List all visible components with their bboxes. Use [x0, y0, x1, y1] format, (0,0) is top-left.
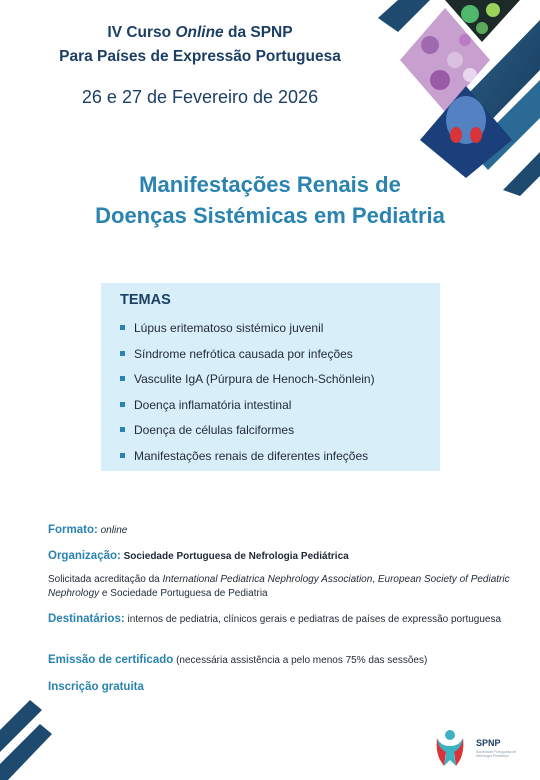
bullet-icon [120, 325, 125, 330]
registration-info [48, 680, 518, 695]
course-edition-heading: IV Curso Online da SPNP [107, 24, 293, 41]
bullet-icon [120, 351, 125, 356]
topic-item: Doença inflamatória intestinal [120, 398, 375, 424]
certificate-info [48, 653, 518, 668]
bullet-icon [120, 427, 125, 432]
organization-info [48, 549, 518, 564]
spnp-logo-subtitle: Sociedade Portuguesa de Nefrologia Pediátrica [476, 750, 517, 758]
topics-heading: TEMAS [120, 292, 171, 308]
spnp-logo-icon [434, 728, 466, 768]
topic-item: Lúpus eritematoso sistémico juvenil [120, 321, 375, 347]
topics-box [101, 283, 440, 471]
bullet-icon [120, 376, 125, 381]
format-value: online [100, 525, 128, 536]
course-date: 26 e 27 de Fevereiro de 2026 [81, 87, 319, 107]
topic-item: Manifestações renais de diferentes infeções [120, 449, 375, 475]
course-title-line-1: Manifestações Renais de [139, 172, 401, 197]
audience-label: Destinatários: [48, 613, 125, 625]
footer-decoration [0, 680, 80, 780]
format-info [48, 523, 518, 538]
registration-label: Inscrição gratuita [48, 681, 144, 693]
bullet-icon [120, 453, 125, 458]
bullet-icon [120, 402, 125, 407]
topic-item: Doença de células falciformes [120, 423, 375, 449]
format-label: Formato: [48, 524, 98, 536]
certificate-label: Emissão de certificado [48, 654, 174, 666]
organization-value: Sociedade Portuguesa de Nefrologia Pediátrica [123, 551, 349, 562]
course-audience-heading: Para Países de Expressão Portuguesa [59, 48, 341, 65]
accreditation-info: Solicitada acreditação da International Pediatrica Nephrology Association, European Society of Pediatric Nephrology e Sociedade Portuguesa de Pediatria [48, 574, 510, 599]
audience-info [48, 612, 518, 627]
topics-list [120, 321, 375, 474]
course-title-line-2: Doenças Sistémicas em Pediatria [95, 203, 445, 228]
audience-value: internos de pediatria, clínicos gerais e pediatras de países de expressão portuguesa [127, 614, 502, 625]
spnp-logo-text: SPNP [476, 738, 501, 748]
topic-item: Síndrome nefrótica causada por infeções [120, 347, 375, 373]
certificate-value: (necessária assistência a pelo menos 75% das sessões) [176, 655, 428, 666]
organization-label: Organização: [48, 550, 121, 562]
topic-item: Vasculite IgA (Púrpura de Henoch-Schönlein) [120, 372, 375, 398]
